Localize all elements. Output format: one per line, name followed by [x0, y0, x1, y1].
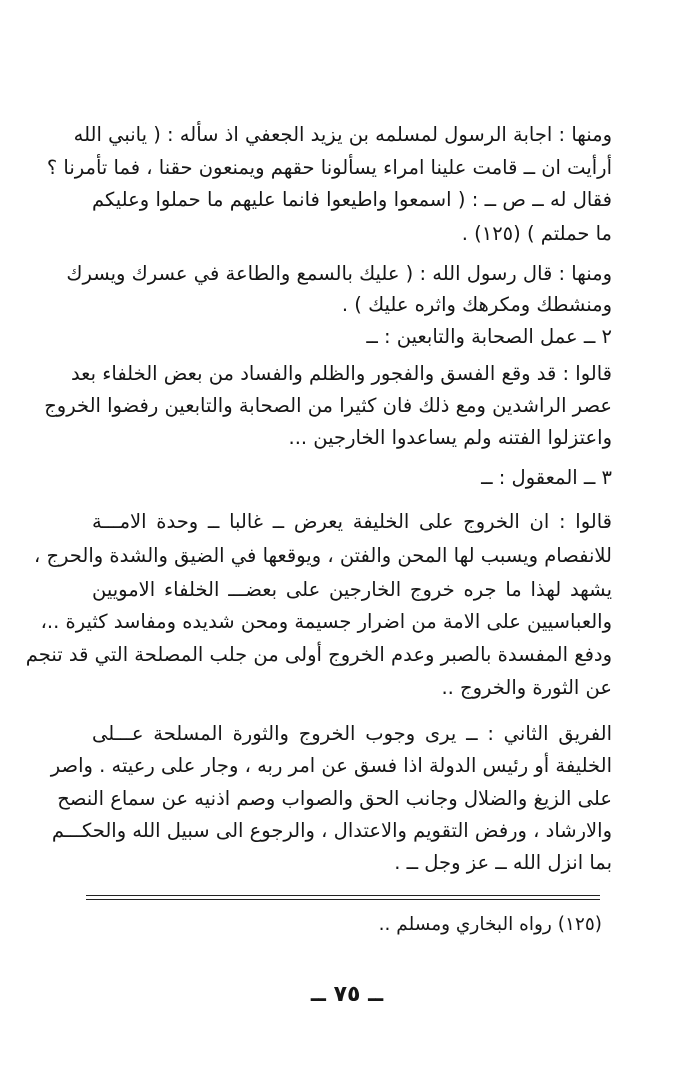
- text-line-10: واعتزلوا الفتنه ولم يساعدوا الخارجين ...: [288, 426, 612, 449]
- text-line-19: الخليفة أو رئيس الدولة اذا فسق عن امر ربه ، وجار على رعيته . واصر: [50, 754, 612, 777]
- text-line-14: يشهد لهذا ما جره خروج الخارجين على بعضـــ الخلفاء الامويين: [92, 578, 612, 601]
- text-line-12: قالوا : ان الخروج على الخليفة يعرض ــ غالبا ــ وحدة الامـــة: [92, 510, 612, 533]
- page-number: ــ ٧٥ ــ: [310, 982, 384, 1007]
- text-line-3: فقال له ــ ص ــ : ( اسمعوا واطيعوا فانما عليهم ما حملوا وعليكم: [92, 188, 612, 211]
- text-line-22: بما انزل الله ــ عز وجل ــ .: [394, 851, 612, 874]
- text-line-6: ومنشطك ومكرهك واثره عليك ) .: [341, 293, 612, 316]
- footnote-divider-thin: [86, 899, 600, 900]
- text-line-4: ما حملتم ) (١٢٥) .: [461, 222, 612, 245]
- text-line-16: ودفع المفسدة بالصبر وعدم الخروج أولى من جلب المصلحة التي قد تنجم: [25, 643, 612, 666]
- text-line-15: والعباسيين على الامة من اضرار جسيمة ومحن شديده ومفاسد كثيرة ..،: [40, 610, 612, 633]
- footnote-125: (١٢٥) رواه البخاري ومسلم ..: [378, 914, 602, 935]
- section-heading-companions: ٢ ــ عمل الصحابة والتابعين : ــ: [366, 325, 612, 348]
- text-line-1: ومنها : اجابة الرسول لمسلمه بن يزيد الجعفي اذ سأله : ( يانبي الله: [73, 123, 612, 146]
- text-line-21: والارشاد ، ورفض التقويم والاعتدال ، والرجوع الى سبيل الله والحكـــم: [51, 819, 612, 842]
- text-line-9: عصر الراشدين ومع ذلك فان كثيرا من الصحابة والتابعين رفضوا الخروج: [44, 394, 612, 417]
- text-line-2: أرأيت ان ــ قامت علينا امراء يسألونا حقهم ويمنعون حقنا ، فما تأمرنا ؟: [46, 156, 612, 179]
- section-heading-reason: ٣ ــ المعقول : ــ: [481, 466, 612, 489]
- text-line-20: على الزيغ والضلال وجانب الحق والصواب وصم اذنيه عن سماع النصح: [57, 787, 612, 810]
- footnote-divider: [86, 895, 600, 896]
- text-line-5: ومنها : قال رسول الله : ( عليك بالسمع والطاعة في عسرك ويسرك: [66, 262, 612, 285]
- text-line-8: قالوا : قد وقع الفسق والفجور والظلم والفساد من بعض الخلفاء بعد: [70, 362, 612, 385]
- text-line-17: عن الثورة والخروج ..: [441, 676, 612, 699]
- text-line-18: الفريق الثاني : ــ يرى وجوب الخروج والثورة المسلحة عـــلى: [92, 722, 612, 745]
- text-line-13: للانفصام ويسبب لها المحن والفتن ، ويوقعها في الضيق والشدة والحرج ،: [33, 544, 612, 567]
